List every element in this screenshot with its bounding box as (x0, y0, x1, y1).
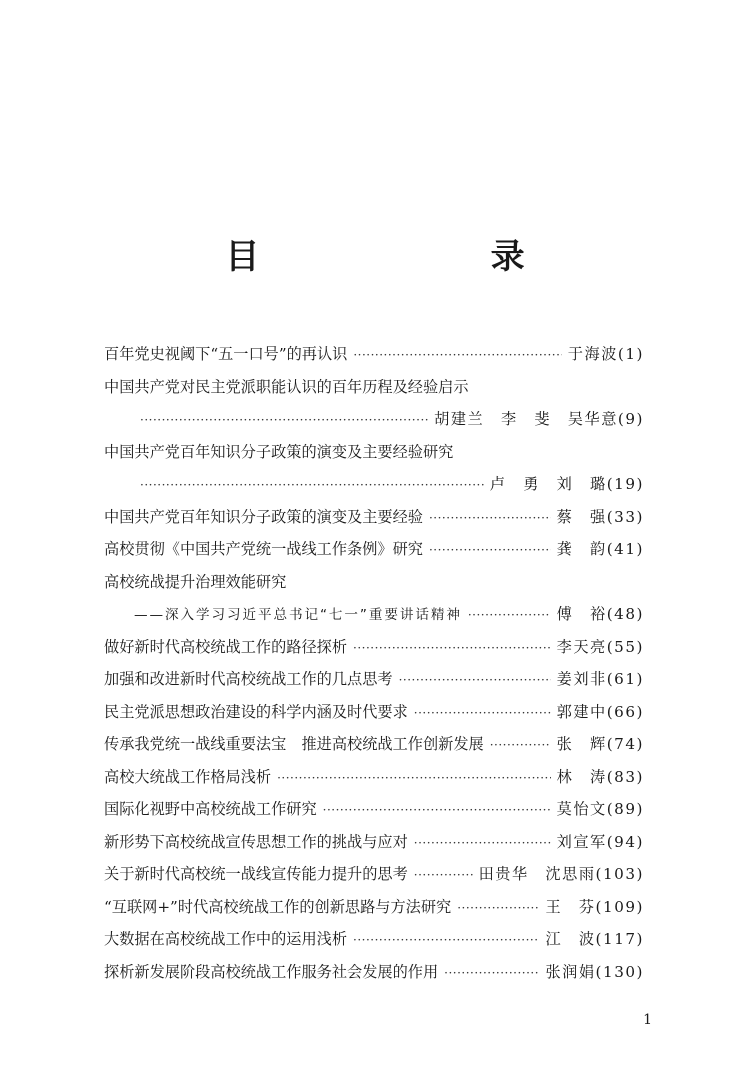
toc-entry-author-page: 李天亮(55) (556, 637, 644, 656)
toc-entry-author-page: 张 辉(74) (556, 735, 644, 753)
page-number: 1 (643, 1012, 652, 1028)
toc-entry[interactable] (104, 858, 644, 891)
toc-entry-title: “互联网+”时代高校统战工作的创新思路与方法研究 (104, 897, 452, 916)
toc-entry-title: ——深入学习习近平总书记“七一”重要讲话精神 (134, 607, 462, 623)
toc-entry-title: 新形势下高校统战宣传思想工作的挑战与应对 (104, 832, 408, 851)
toc-entry[interactable] (104, 436, 644, 469)
dot-leader (429, 534, 551, 567)
dot-leader (429, 502, 551, 535)
toc-entry-author-page: 江 波(117) (545, 930, 644, 948)
toc-entry-author-page: 于海波(1) (567, 345, 644, 363)
toc-entry-title: 民主党派思想政治建设的科学内涵及时代要求 (104, 702, 408, 721)
toc-entry-title: 国际化视野中高校统战工作研究 (104, 800, 317, 818)
toc-entry[interactable] (104, 761, 644, 794)
toc-entry-title: 加强和改进新时代高校统战工作的几点思考 (104, 670, 393, 688)
toc-entry-title: 大数据在高校统战工作中的运用浅析 (104, 930, 347, 948)
toc-entry-author-page: 卢 勇 刘 璐(19) (489, 475, 644, 493)
toc-entry-author-page: 刘宣军(94) (556, 832, 644, 851)
toc-entry-title: 探析新发展阶段高校统战工作服务社会发展的作用 (104, 962, 439, 981)
dot-leader (353, 339, 561, 372)
toc-entry-author-page: 郭建中(66) (556, 702, 644, 721)
toc-entry-subtitle[interactable] (104, 598, 644, 631)
toc-entry-continuation[interactable] (104, 403, 644, 436)
dot-leader (353, 632, 551, 665)
toc-entry[interactable] (104, 728, 644, 761)
toc-entry-author-page: 张润娟(130) (545, 962, 644, 981)
toc-entry[interactable] (104, 956, 644, 989)
toc-entry-title: 中国共产党对民主党派职能认识的百年历程及经验启示 (104, 377, 469, 396)
dot-leader (414, 859, 473, 892)
toc-entry-title: 关于新时代高校统一战线宣传能力提升的思考 (104, 865, 408, 883)
toc-entry[interactable] (104, 663, 644, 696)
toc-entry-author-page: 蔡 强(33) (556, 507, 644, 526)
toc-entry-continuation[interactable] (104, 468, 644, 501)
toc-entry-title: 百年党史视阈下“五一口号”的再认识 (104, 345, 348, 363)
toc-entry[interactable] (104, 371, 644, 404)
dot-leader (414, 827, 551, 860)
toc-entry[interactable] (104, 533, 644, 566)
toc-entry-author-page: 胡建兰 李 斐 吴华意(9) (434, 410, 644, 428)
dot-leader (353, 924, 539, 957)
toc-entry-author-page: 王 芬(109) (545, 897, 644, 916)
toc-entry-author-page: 龚 韵(41) (556, 540, 644, 558)
toc-entry[interactable] (104, 696, 644, 729)
dot-leader (399, 664, 551, 697)
toc-entry-title: 中国共产党百年知识分子政策的演变及主要经验研究 (104, 442, 454, 461)
dot-leader (140, 469, 484, 502)
toc-entry-title: 传承我党统一战线重要法宝 推进高校统战工作创新发展 (104, 735, 484, 753)
toc-entry-author-page: 姜刘非(61) (556, 670, 644, 688)
dot-leader (140, 404, 428, 437)
toc-entry[interactable] (104, 891, 644, 924)
toc-entry-title: 高校贯彻《中国共产党统一战线工作条例》研究 (104, 540, 423, 558)
toc-entry-author-page: 林 涛(83) (556, 767, 644, 786)
toc-entry-title: 高校统战提升治理效能研究 (104, 572, 287, 591)
toc-entry-author-page: 莫怡文(89) (556, 800, 644, 818)
toc-entry-author-page: 傅 裕(48) (556, 605, 644, 623)
dot-leader (490, 729, 551, 762)
toc-entry[interactable] (104, 793, 644, 826)
dot-leader (323, 794, 551, 827)
toc-entry[interactable] (104, 826, 644, 859)
toc-entry-title: 高校大统战工作格局浅析 (104, 767, 272, 786)
dot-leader (277, 762, 551, 795)
dot-leader (414, 697, 551, 730)
toc-entry[interactable] (104, 338, 644, 371)
toc-entry-author-page: 田贵华 沈思雨(103) (478, 865, 644, 883)
dot-leader (468, 599, 551, 632)
table-of-contents (104, 338, 644, 988)
toc-entry[interactable] (104, 566, 644, 599)
page-title: 目 录 (225, 237, 579, 277)
dot-leader (457, 892, 539, 925)
toc-entry[interactable] (104, 631, 644, 664)
toc-entry-title: 中国共产党百年知识分子政策的演变及主要经验 (104, 507, 423, 526)
toc-entry[interactable] (104, 501, 644, 534)
toc-entry-title: 做好新时代高校统战工作的路径探析 (104, 637, 347, 656)
toc-entry[interactable] (104, 923, 644, 956)
dot-leader (444, 957, 539, 990)
